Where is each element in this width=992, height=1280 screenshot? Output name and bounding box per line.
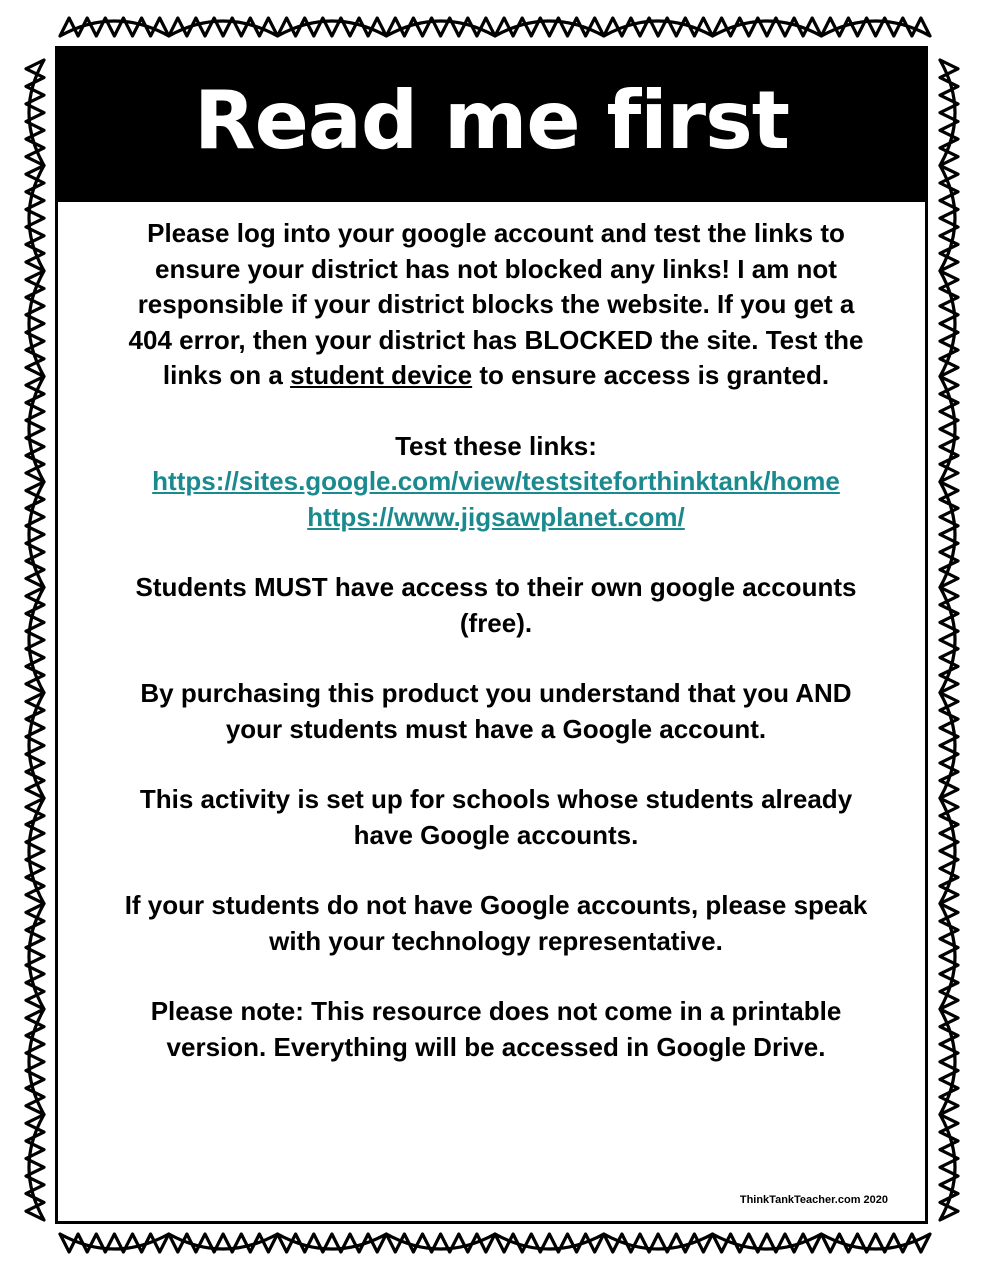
purchase-note: By purchasing this product you understand that you AND your students must have a Google account. bbox=[140, 678, 852, 744]
test-links-label: Test these links: bbox=[395, 430, 597, 461]
login-instructions: Please log into your google account and test the links to ensure your district has not blocked any links! I am not responsible if your district blocks the website. If you get a 404 error, then your district has BLOCKED the site. Test the links on a student device to ensure access is granted. bbox=[128, 218, 864, 390]
title-banner bbox=[55, 46, 928, 202]
student-device-emphasis: student device bbox=[290, 360, 473, 390]
page-title: Read me first bbox=[194, 73, 789, 167]
no-accounts-note: If your students do not have Google accounts, please speak with your technology representative. bbox=[124, 890, 868, 956]
copyright-footer: ThinkTankTeacher.com 2020 bbox=[739, 1194, 888, 1206]
google-sites-link[interactable]: https://sites.google.com/view/testsiteforthinktank/home bbox=[152, 466, 840, 496]
printable-note: Please note: This resource does not come in a printable version. Everything will be accessed in Google Drive. bbox=[150, 996, 842, 1062]
activity-setup-note: This activity is set up for schools whose students already have Google accounts. bbox=[139, 784, 853, 850]
instructions-body bbox=[60, 216, 932, 1065]
test-links-block bbox=[60, 429, 932, 536]
jigsawplanet-link[interactable]: https://www.jigsawplanet.com/ bbox=[307, 501, 685, 532]
students-access-note: Students MUST have access to their own google accounts (free). bbox=[135, 572, 857, 638]
